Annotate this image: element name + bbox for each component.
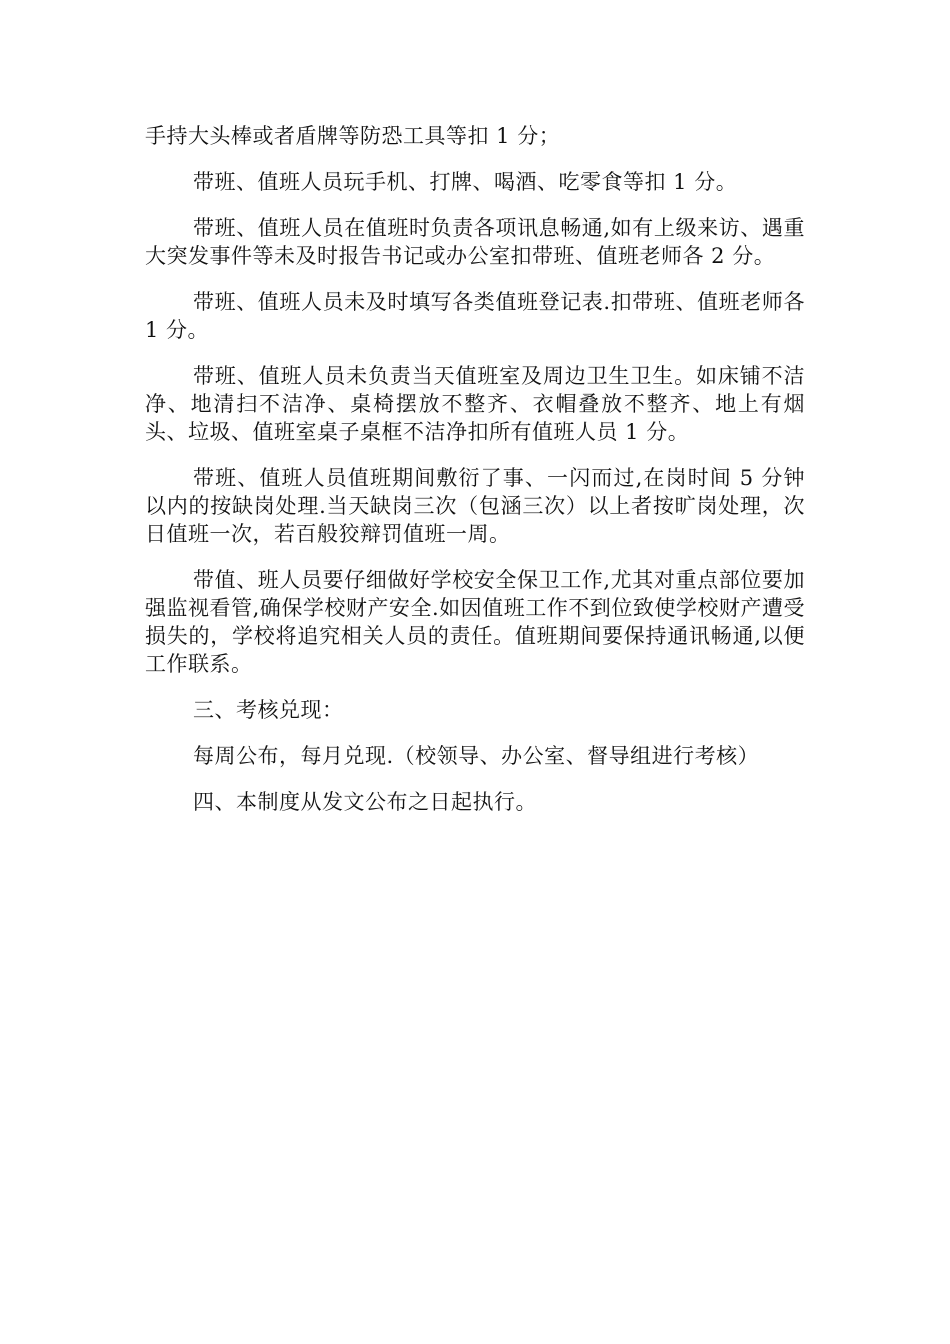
paragraph-communication: 带班、值班人员在值班时负责各项讯息畅通,如有上级来访、遇重大突发事件等未及时报告书记或办公室扣带班、值班老师各 2 分。: [145, 216, 805, 268]
document-body: [145, 122, 805, 834]
section-heading-assessment: 三、考核兑现：: [193, 698, 344, 722]
paragraph-continuation: 手持大头棒或者盾牌等防恐工具等扣 1 分；: [145, 124, 561, 148]
paragraph-absence: 带班、值班人员值班期间敷衍了事、一闪而过,在岗时间 5 分钟以内的按缺岗处理.当天缺岗三次（包涵三次）以上者按旷岗处理，次日值班一次，若百般狡辩罚值班一周。: [145, 466, 805, 546]
paragraph-registration: 带班、值班人员未及时填写各类值班登记表.扣带班、值班老师各 1 分。: [145, 290, 805, 342]
paragraph-security: 带值、班人员要仔细做好学校安全保卫工作,尤其对重点部位要加强监视看管,确保学校财产安全.如因值班工作不到位致使学校财产遭受损失的，学校将追究相关人员的责任。值班期间要保持通讯畅通,以便工作联系。: [145, 568, 805, 676]
section-heading-effective: 四、本制度从发文公布之日起执行。: [193, 790, 537, 814]
paragraph-assessment: 每周公布，每月兑现.（校领导、办公室、督导组进行考核）: [193, 744, 760, 768]
paragraph-hygiene: 带班、值班人员未负责当天值班室及周边卫生卫生。如床铺不洁净、地清扫不洁净、桌椅摆放不整齐、衣帽叠放不整齐、地上有烟头、垃圾、值班室桌子桌框不洁净扣所有值班人员 1 分。: [145, 364, 805, 444]
paragraph-phone-use: 带班、值班人员玩手机、打牌、喝酒、吃零食等扣 1 分。: [193, 170, 738, 194]
